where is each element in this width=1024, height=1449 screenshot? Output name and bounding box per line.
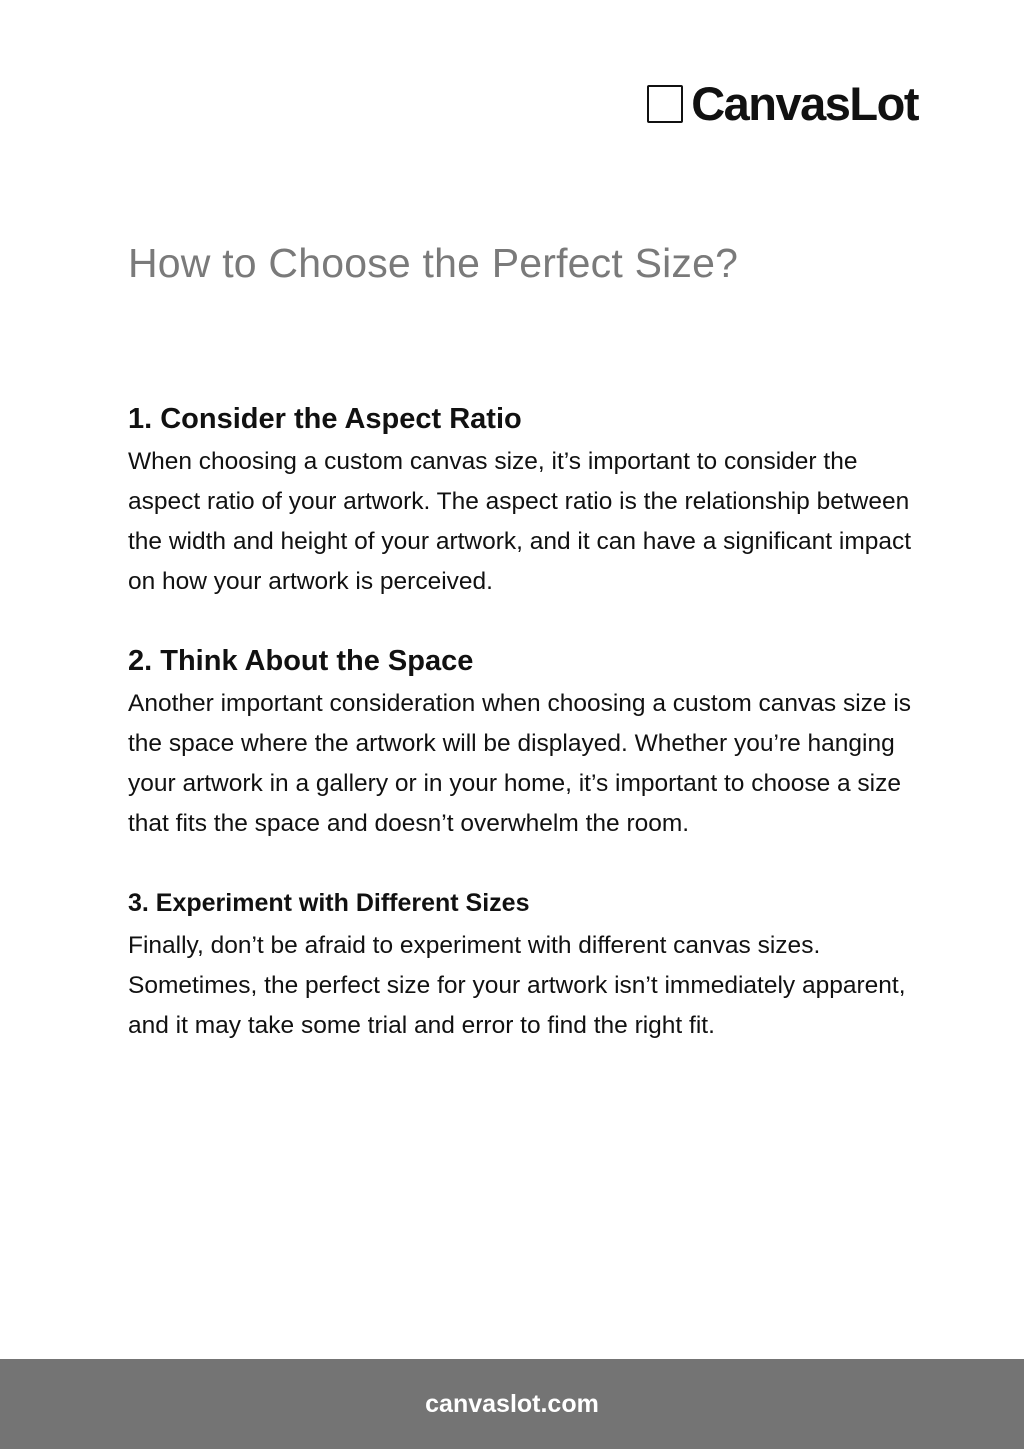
footer-website-link[interactable]: canvaslot.com (425, 1389, 599, 1418)
article-content (128, 400, 918, 1086)
section-heading: 3. Experiment with Different Sizes (128, 889, 530, 917)
section-body: When choosing a custom canvas size, it’s important to consider the aspect ratio of your artwork. The aspect ratio is the relationship between the width and height of your artwork, and it can have a significant impact on how your artwork is perceived. (128, 448, 912, 595)
section-space (128, 642, 918, 844)
brand-name: CanvasLot (691, 77, 918, 130)
footer-bar (0, 1359, 1024, 1449)
section-heading: 1. Consider the Aspect Ratio (128, 403, 522, 435)
section-heading: 2. Think About the Space (128, 645, 474, 677)
section-body: Finally, don’t be afraid to experiment with different canvas sizes. Sometimes, the perfect size for your artwork isn’t immediately apparent, and it may take some trial and error to find the right fit. (128, 932, 906, 1039)
section-aspect-ratio (128, 400, 918, 602)
section-experiment (128, 884, 918, 1046)
page-title: How to Choose the Perfect Size? (128, 240, 739, 286)
section-body: Another important consideration when choosing a custom canvas size is the space where the artwork will be displayed. Whether you’re hanging your artwork in a gallery or in your home, it’s important to choose a size that fits the space and doesn’t overwhelm the room. (128, 690, 912, 837)
brand-logo (647, 77, 918, 130)
square-outline-icon (647, 85, 683, 123)
